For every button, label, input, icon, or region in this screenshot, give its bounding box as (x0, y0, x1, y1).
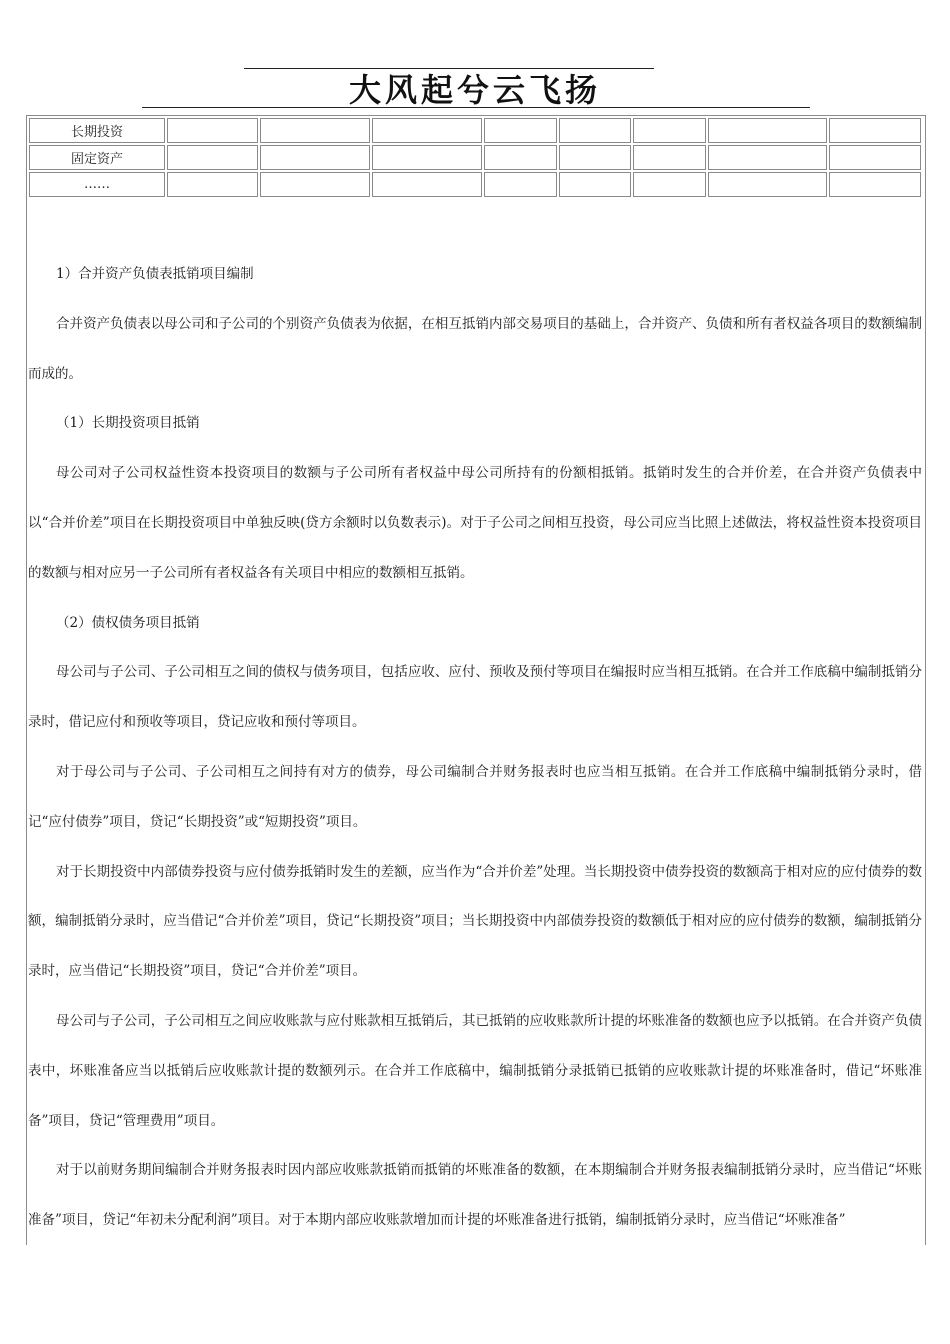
paragraph: 对于以前财务期间编制合并财务报表时因内部应收账款抵销而抵销的坏账准备的数额，在本期编制合并财务报表编制抵销分录时，应当借记“坏账准备”项目，贷记“年初未分配利润”项目。对于本期内部应收账款增加而计提的坏账准备进行抵销，编制抵销分录时，应当借记“坏账准备” (28, 1162, 922, 1229)
table-cell (260, 145, 370, 170)
table-cell (372, 145, 482, 170)
table-cell (633, 118, 706, 143)
table-cell (167, 172, 258, 197)
row-label: 长期投资 (29, 118, 165, 143)
paragraph: 母公司与子公司，子公司相互之间应收账款与应付账款相互抵销后，其已抵销的应收账款所计提的坏账准备的数额也应予以抵销。在合并资产负债表中，坏账准备应当以抵销后应收账款计提的数额列示。在合并工作底稿中，编制抵销分录抵销已抵销的应收账款计提的坏账准备时，借记“坏账准备”项目，贷记“管理费用”项目。 (28, 1012, 922, 1129)
table-cell (260, 118, 370, 143)
paragraph: 母公司与子公司、子公司相互之间的债权与债务项目，包括应收、应付、预收及预付等项目在编报时应当相互抵销。在合并工作底稿中编制抵销分录时，借记应付和预收等项目，贷记应收和预付等项目。 (28, 664, 922, 731)
table-cell (559, 118, 631, 143)
paragraph: 对于长期投资中内部债券投资与应付债券抵销时发生的差额，应当作为“合并价差”处理。当长期投资中债券投资的数额高于相对应的应付债券的数额，编制抵销分录时，应当借记“合并价差”项目，贷记“长期投资”项目；当长期投资中内部债券投资的数额低于相对应的应付债券的数额，编制抵销分录时，应当借记“长期投资”项目，贷记“合并价差”项目。 (28, 863, 922, 980)
paragraph: 对于母公司与子公司、子公司相互之间持有对方的债券，母公司编制合并财务报表时也应当相互抵销。在合并工作底稿中编制抵销分录时，借记“应付债券”项目，贷记“长期投资”或“短期投资”项目。 (28, 763, 922, 830)
banner-title: 大风起兮云飞扬 (348, 71, 601, 109)
table-cell (559, 172, 631, 197)
document-body (28, 250, 922, 1246)
table-cell (167, 145, 258, 170)
table-cell (167, 118, 258, 143)
table-cell (708, 145, 827, 170)
table-cell (708, 118, 827, 143)
banner-bottom-rule (142, 107, 810, 108)
table-cell (372, 118, 482, 143)
banner (0, 0, 950, 115)
subsection-heading: （1）长期投资项目抵销 (56, 415, 200, 432)
table-row (29, 145, 921, 170)
row-label: …… (29, 172, 165, 197)
table-row (29, 118, 921, 143)
table-cell (708, 172, 827, 197)
table-cell (633, 145, 706, 170)
table-cell (829, 118, 921, 143)
balance-table (27, 116, 923, 199)
table-cell (484, 118, 557, 143)
table-cell (260, 172, 370, 197)
table-cell (559, 145, 631, 170)
table-row (29, 172, 921, 197)
paragraph: 合并资产负债表以母公司和子公司的个别资产负债表为依据，在相互抵销内部交易项目的基础上，合并资产、负债和所有者权益各项目的数额编制而成的。 (28, 315, 922, 382)
table-cell (829, 172, 921, 197)
section-heading: 1）合并资产负债表抵销项目编制 (56, 266, 254, 282)
paragraph: 母公司对子公司权益性资本投资项目的数额与子公司所有者权益中母公司所持有的份额相抵销。抵销时发生的合并价差，在合并资产负债表中以“合并价差”项目在长期投资项目中单独反映(贷方余额时以负数表示)。对于子公司之间相互投资，母公司应当比照上述做法，将权益性资本投资项目的数额与相对应另一子公司所有者权益各有关项目中相应的数额相互抵销。 (28, 465, 922, 581)
table-cell (372, 172, 482, 197)
table-cell (484, 145, 557, 170)
subsection-heading: （2）债权债务项目抵销 (56, 614, 200, 631)
table-cell (633, 172, 706, 197)
row-label: 固定资产 (29, 145, 165, 170)
table-cell (484, 172, 557, 197)
table-cell (829, 145, 921, 170)
